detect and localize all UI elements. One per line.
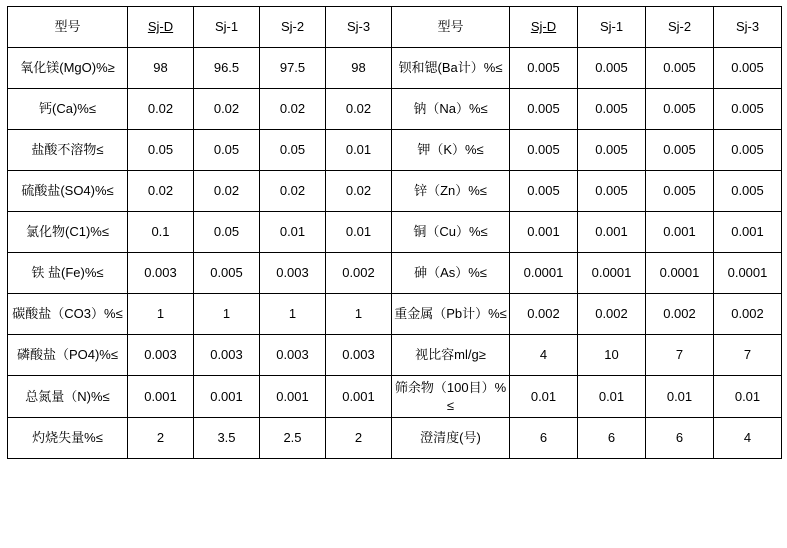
header-sjd-left-text: Sj-D: [147, 19, 174, 35]
cell-value: 1: [128, 294, 194, 335]
table-row: [8, 335, 782, 376]
row-label: 铁 盐(Fe)%≤: [8, 253, 128, 294]
table-row: [8, 294, 782, 335]
header-sj3-left: Sj-3: [326, 7, 392, 48]
row-label: 澄清度(号): [392, 418, 510, 459]
cell-value: 0.002: [646, 294, 714, 335]
cell-value: 4: [510, 335, 578, 376]
cell-value: 0.001: [714, 212, 782, 253]
header-sjd-right: [510, 7, 578, 48]
specification-table: [7, 6, 782, 459]
row-label: 重金属（Pb计）%≤: [392, 294, 510, 335]
cell-value: 0.005: [714, 89, 782, 130]
cell-value: 98: [128, 48, 194, 89]
cell-value: 6: [578, 418, 646, 459]
cell-value: 0.005: [714, 171, 782, 212]
cell-value: 6: [510, 418, 578, 459]
cell-value: 0.02: [194, 89, 260, 130]
table-row: [8, 48, 782, 89]
row-label: 氧化镁(MgO)%≥: [8, 48, 128, 89]
row-label: 钙(Ca)%≤: [8, 89, 128, 130]
header-model-left: 型号: [8, 7, 128, 48]
cell-value: 0.02: [326, 89, 392, 130]
cell-value: 0.003: [260, 253, 326, 294]
header-model-right: 型号: [392, 7, 510, 48]
cell-value: 0.001: [194, 376, 260, 418]
header-sj3-right: Sj-3: [714, 7, 782, 48]
cell-value: 0.05: [194, 212, 260, 253]
cell-value: 0.005: [510, 130, 578, 171]
cell-value: 0.02: [326, 171, 392, 212]
header-sjd-left: [128, 7, 194, 48]
header-sjd-right-text: Sj-D: [530, 19, 557, 35]
header-sj1-left: Sj-1: [194, 7, 260, 48]
row-label: 钡和锶(Ba计）%≤: [392, 48, 510, 89]
cell-value: 0.002: [578, 294, 646, 335]
cell-value: 0.02: [194, 171, 260, 212]
cell-value: 0.005: [646, 48, 714, 89]
cell-value: 0.005: [578, 48, 646, 89]
cell-value: 0.05: [128, 130, 194, 171]
cell-value: 0.003: [194, 335, 260, 376]
header-sj2-left: Sj-2: [260, 7, 326, 48]
table-row: [8, 253, 782, 294]
header-sj1-right: Sj-1: [578, 7, 646, 48]
header-sj2-right: Sj-2: [646, 7, 714, 48]
cell-value: 0.05: [260, 130, 326, 171]
cell-value: 0.001: [646, 212, 714, 253]
table-row: [8, 376, 782, 418]
cell-value: 0.01: [578, 376, 646, 418]
cell-value: 7: [714, 335, 782, 376]
cell-value: 0.005: [646, 89, 714, 130]
cell-value: 0.01: [326, 130, 392, 171]
cell-value: 0.001: [578, 212, 646, 253]
cell-value: 0.0001: [646, 253, 714, 294]
cell-value: 0.003: [260, 335, 326, 376]
cell-value: 1: [260, 294, 326, 335]
cell-value: 7: [646, 335, 714, 376]
cell-value: 0.005: [510, 48, 578, 89]
cell-value: 0.01: [510, 376, 578, 418]
row-label: 筛余物（100目）%≤: [392, 376, 510, 418]
row-label: 视比容ml/g≥: [392, 335, 510, 376]
cell-value: 0.001: [128, 376, 194, 418]
cell-value: 96.5: [194, 48, 260, 89]
row-label: 磷酸盐（PO4)%≤: [8, 335, 128, 376]
cell-value: 0.005: [646, 171, 714, 212]
cell-value: 0.005: [194, 253, 260, 294]
table-header-row: [8, 7, 782, 48]
cell-value: 0.02: [260, 89, 326, 130]
cell-value: 3.5: [194, 418, 260, 459]
cell-value: 1: [194, 294, 260, 335]
cell-value: 0.0001: [510, 253, 578, 294]
cell-value: 0.0001: [578, 253, 646, 294]
cell-value: 0.005: [578, 171, 646, 212]
table-row: [8, 130, 782, 171]
row-label: 铜（Cu）%≤: [392, 212, 510, 253]
cell-value: 0.001: [326, 376, 392, 418]
cell-value: 0.002: [510, 294, 578, 335]
row-label: 氯化物(C1)%≤: [8, 212, 128, 253]
cell-value: 0.003: [128, 253, 194, 294]
cell-value: 2: [326, 418, 392, 459]
cell-value: 98: [326, 48, 392, 89]
cell-value: 0.005: [714, 130, 782, 171]
cell-value: 0.02: [128, 171, 194, 212]
row-label: 钾（K）%≤: [392, 130, 510, 171]
row-label: 锌（Zn）%≤: [392, 171, 510, 212]
cell-value: 0.02: [260, 171, 326, 212]
cell-value: 0.003: [128, 335, 194, 376]
table-body: [8, 7, 782, 459]
cell-value: 0.001: [510, 212, 578, 253]
cell-value: 2: [128, 418, 194, 459]
cell-value: 0.1: [128, 212, 194, 253]
row-label: 碳酸盐（CO3）%≤: [8, 294, 128, 335]
cell-value: 4: [714, 418, 782, 459]
cell-value: 97.5: [260, 48, 326, 89]
row-label: 盐酸不溶物≤: [8, 130, 128, 171]
cell-value: 0.02: [128, 89, 194, 130]
cell-value: 1: [326, 294, 392, 335]
cell-value: 0.01: [260, 212, 326, 253]
cell-value: 0.005: [646, 130, 714, 171]
cell-value: 0.005: [510, 171, 578, 212]
cell-value: 0.003: [326, 335, 392, 376]
cell-value: 6: [646, 418, 714, 459]
cell-value: 0.001: [260, 376, 326, 418]
cell-value: 0.05: [194, 130, 260, 171]
cell-value: 0.0001: [714, 253, 782, 294]
table-row: [8, 89, 782, 130]
table-row: [8, 212, 782, 253]
cell-value: 0.01: [714, 376, 782, 418]
cell-value: 0.002: [326, 253, 392, 294]
cell-value: 0.002: [714, 294, 782, 335]
cell-value: 0.005: [714, 48, 782, 89]
cell-value: 0.01: [646, 376, 714, 418]
cell-value: 2.5: [260, 418, 326, 459]
row-label: 灼烧失量%≤: [8, 418, 128, 459]
table-row: [8, 171, 782, 212]
cell-value: 0.005: [578, 89, 646, 130]
table-row: [8, 418, 782, 459]
row-label: 硫酸盐(SO4)%≤: [8, 171, 128, 212]
cell-value: 0.005: [578, 130, 646, 171]
row-label: 钠（Na）%≤: [392, 89, 510, 130]
cell-value: 0.01: [326, 212, 392, 253]
cell-value: 0.005: [510, 89, 578, 130]
row-label: 总氮量（N)%≤: [8, 376, 128, 418]
row-label: 砷（As）%≤: [392, 253, 510, 294]
cell-value: 10: [578, 335, 646, 376]
